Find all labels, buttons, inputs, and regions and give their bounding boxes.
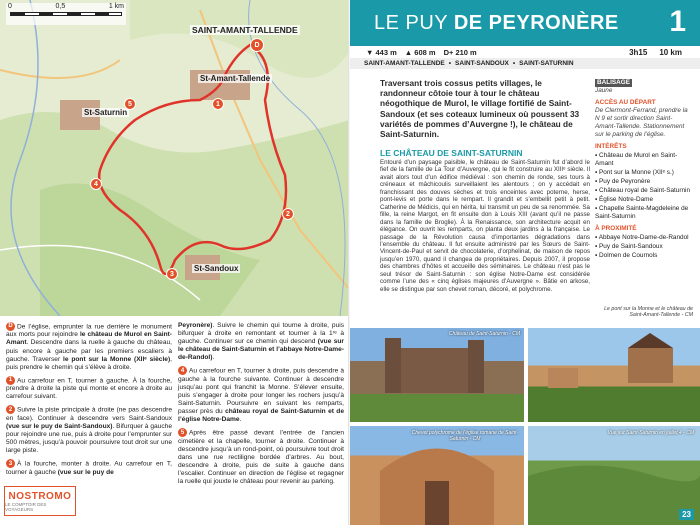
map-marker-1: 1	[212, 98, 224, 110]
interet-text: Château royal de Saint-Saturnin	[599, 187, 690, 194]
step-text: De l’église, emprunter la rue derrière le monument aux morts pour rejoindre	[6, 323, 172, 339]
route-column-2	[178, 322, 344, 522]
scale-0: 0	[8, 3, 12, 10]
village-illustration	[528, 328, 700, 422]
proximite-label: À PROXIMITÉ	[595, 225, 637, 232]
step-d	[6, 322, 172, 372]
map-marker-start: D	[250, 38, 264, 52]
step-text: , puis prendre le chemin qui s’élève à droite.	[6, 355, 172, 371]
interet-item: ▪ Chapelle Sainte-Magdeleine de Saint-Saturnin	[595, 205, 689, 220]
route-map	[0, 0, 350, 316]
interet-text: Château de Murol en Saint-Amant	[595, 152, 678, 167]
places-strip	[350, 58, 700, 69]
step-bold: (vue sur le puy de	[57, 468, 114, 476]
interet-item: ▪ Église Notre-Dame	[595, 196, 654, 203]
interet-text: Pont sur la Monne (XIIᵉ s.)	[599, 169, 674, 176]
balisage-value: Jaune	[595, 87, 613, 94]
step-badge: 1	[6, 376, 15, 385]
title-bold: DE PEYRONÈRE	[453, 12, 619, 34]
step-4	[178, 366, 344, 424]
acces-value: De Clermont-Ferrand, prendre la N 9 et sortir direction Saint-Amant-Tallende. Stationnement sur le parking de l’église.	[595, 107, 688, 138]
map-marker-5: 5	[124, 98, 136, 110]
step-text: Au carrefour en T, tourner à droite, puis descendre à gauche à la fourche suivante. Continuer à descendre jusqu’au pont qui franchit la Monne. S’élever ensuite, puis s’engager à droite pour longer les rochers jusqu’à Saint-Saturnin. Poursuivre en suivant les remparts, passer près du	[178, 367, 344, 416]
step-1	[6, 376, 172, 402]
step-bold: (vue sur le château de Saint-Saturnin et l’abbaye Notre-Dame-de-Randol)	[178, 338, 344, 362]
interet-item: ▪ Château royal de Saint-Saturnin	[595, 187, 690, 194]
balisage-label: BALISAGE	[597, 79, 631, 86]
proximite-item: ▪ Dolmen de Cournols	[595, 252, 658, 259]
interet-text: Puy de Peyronère	[599, 178, 651, 185]
photo-village	[528, 328, 700, 422]
step-text: . Descendre dans la ruelle à gauche du château, puis encore à gauche par les premiers escaliers à gauche. Traverser	[6, 339, 172, 363]
interet-text: Église Notre-Dame	[599, 196, 654, 203]
step-badge: 4	[178, 366, 187, 375]
town-label-saint-amant: St-Amant-Tallende	[200, 74, 271, 83]
map-marker-3: 3	[166, 268, 178, 280]
step-bold: (vue sur le puy de Saint-Sandoux)	[6, 422, 113, 430]
stat-min-altitude: ▼ 443 m	[366, 47, 397, 57]
step-2	[6, 405, 172, 455]
photo-chevet-eglise	[350, 426, 524, 525]
step-text: À la fourche, monter à droite. Au carrefour en T, tourner à gauche	[6, 460, 172, 476]
step-bold: Peyronère)	[178, 322, 213, 329]
step-3-cont	[178, 322, 344, 362]
logo-subtitle: LE COMPTOIR DES VOYAGEURS	[5, 501, 47, 512]
photo-chateau-saint-saturnin	[350, 328, 524, 422]
photo-vue-saint-saturnin	[528, 426, 700, 525]
photo-caption: Chevet polychrome de l’église romane de Saint-Saturnin - CM	[411, 430, 519, 442]
place-1: SAINT-AMANT-TALLENDE	[364, 60, 445, 67]
map-scale	[6, 3, 126, 25]
stat-duration: 3h15	[629, 47, 648, 57]
scale-1km: 1 km	[108, 3, 124, 10]
section-heading: LE CHÂTEAU DE SAINT-SATURNIN	[380, 148, 523, 158]
step-text: .	[212, 354, 215, 362]
hike-stats	[350, 46, 700, 58]
interet-item: ▪ Puy de Peyronère	[595, 178, 651, 185]
step-bold: le pont sur la Monne (XIIᵉ siècle)	[63, 355, 171, 363]
interet-item: ▪ Château de Murol en Saint-Amant	[595, 152, 678, 167]
proximite-item: ▪ Abbaye Notre-Dame-de-Randol	[595, 234, 689, 241]
stat-distance: 10 km	[659, 47, 682, 57]
castle-illustration	[350, 328, 524, 422]
title-light: LE PUY	[374, 12, 454, 34]
hike-header	[350, 0, 700, 46]
page-number: 23	[679, 509, 694, 520]
place-3: SAINT-SATURNIN	[519, 60, 574, 67]
step-badge: 2	[6, 405, 15, 414]
separator: •	[512, 60, 516, 67]
interets-label: INTÉRÊTS	[595, 143, 627, 150]
step-text: Après être passé devant l’entrée de l’ancien cimetière et la chapelle, tourner à droite. Continuer à descendre jusqu’à un rond-point, où poursuivre tout droit dans une rue rectiligne bordée d’arbres. Au bout, descendre à droite, puis de suite à gauche dans l’escalier. Continuer en direction de l’église et regagner la ruelle qui jouxte le château pour revenir au parking.	[178, 429, 344, 486]
scale-05: 0,5	[55, 3, 66, 10]
town-label-saint-amant-top: SAINT-AMANT-TALLENDE	[192, 25, 298, 35]
interet-text: Chapelle Sainte-Magdeleine de Saint-Saturnin	[595, 205, 689, 220]
landscape-illustration	[528, 426, 700, 525]
step-bold: château royal de Saint-Saturnin et de l’église Notre-Dame	[178, 408, 345, 424]
step-badge: 5	[178, 428, 187, 437]
right-page	[350, 0, 700, 525]
nostromo-logo	[4, 486, 76, 516]
step-badge: 3	[6, 459, 15, 468]
intro-text: Traversant trois cossus petits villages, le randonneur côtoie tour à tour le château néogothique de Murol, le village fortifié de Saint-Sandoux (et ses coteaux lumineux où poussent 33 variétés de pommes d’Auvergne !), le château de Saint-Saturnin.	[380, 78, 580, 140]
scale-bar	[10, 12, 122, 16]
hike-title	[374, 12, 619, 35]
section-body: Entouré d’un paysage paisible, le château de Saint-Saturnin fut d’abord le fief de la famille de La Tour d’Auvergne, qui le fit construire au XIIIᵉ siècle. Il avait alors tout d’un édifice médiéval : son chemin de ronde, ses tours à créneaux et mâchicoulis surveillaient les alentours ; on y accédait en franchissant des douves sèches et trois enceintes avec poterne, herse, pont-levis et porte dans le rempart. Il grandit et s’embellit petit à petit. Catherine de Médicis, qui en hérita, lui transmit un peu de sa renommée. Sa fille, la reine Margot, en fit ensuite don à Louis XIII (avant qu’il ne passe dans la famille de Broglie). À la Renaissance, son architecture acquit en élégance. On ouvrit les remparts, on planta deux jardins à la française. Le passage de la Révolution causa d’importantes dégradations dans l’ensemble du château. Il fut ensuite administré par les Sœurs de Saint-Vincent-de-Paul et servit de chocolaterie, d’orphelinat, de maison de repos jusqu’en 1970, quand il changea de propriétaires. Depuis 2007, il propose des chambres d’hôtes et accueille des séminaires. Le château n’est pas le seul trésor de Saint-Saturnin : son église Notre-Dame est considérée comme l’une des « cinq églises majeures d’Auvergne ». Bâtie en arkose, elle se distingue par son chevet roman, décoré, et polychrome.	[380, 159, 590, 293]
place-2: SAINT-SANDOUX	[455, 60, 509, 67]
proximite-text: Puy de Saint-Sandoux	[599, 243, 663, 250]
acces-label: ACCÈS AU DÉPART	[595, 99, 656, 106]
side-photo-caption: Le pont sur la Monne et le château de Saint-Amant-Tallende - CM	[604, 306, 693, 318]
step-badge: D	[6, 322, 15, 331]
map-marker-2: 2	[282, 208, 294, 220]
map-marker-4: 4	[90, 178, 102, 190]
proximite-text: Dolmen de Cournols	[599, 252, 658, 259]
photo-caption: Vue sur Saint-Saturnin en juillet 4 - CM	[607, 430, 694, 436]
proximite-text: Abbaye Notre-Dame-de-Randol	[598, 234, 689, 241]
hike-number: 1	[669, 5, 686, 38]
step-text: . Bifurquer à gauche pour rejoindre une rue, puis à droite pour l’emprunter sur 500 mètres, jusqu’à pouvoir poursuivre tout droit sur une large piste.	[6, 422, 172, 455]
step-text: . Suivre le chemin qui tourne à droite, puis bifurquer à droite en remontant et tourner à la 1ʳᵉ à gauche. Continuer sur ce chemin qui descend	[178, 322, 344, 346]
step-text: .	[239, 416, 242, 424]
step-3	[6, 459, 172, 476]
separator: •	[448, 60, 452, 67]
stat-max-altitude: ▲ 608 m	[404, 47, 436, 57]
logo-name: NOSTROMO	[8, 490, 72, 502]
info-sidebar	[595, 76, 693, 260]
town-label-saint-sandoux: St-Sandoux	[194, 264, 239, 273]
town-label-saint-saturnin: St-Saturnin	[84, 108, 128, 117]
proximite-item: ▪ Puy de Saint-Sandoux	[595, 243, 663, 250]
step-bold: le château de Murol en Saint-Amant	[6, 331, 172, 347]
step-5	[178, 428, 344, 486]
step-text: Suivre la piste principale à droite (ne pas descendre en face). Continuer à descendre vers Saint-Sandoux	[6, 406, 172, 422]
interet-item: ▪ Pont sur la Monne (XIIᵉ s.)	[595, 169, 674, 176]
stat-elevation-gain: D+ 210 m	[443, 47, 477, 57]
step-text: Au carrefour en T, tourner à gauche. À la fourche, prendre à droite la piste qui monte et encore à droite au carrefour suivant.	[6, 377, 172, 401]
photo-caption: Château de Saint-Saturnin - CM	[448, 331, 520, 337]
